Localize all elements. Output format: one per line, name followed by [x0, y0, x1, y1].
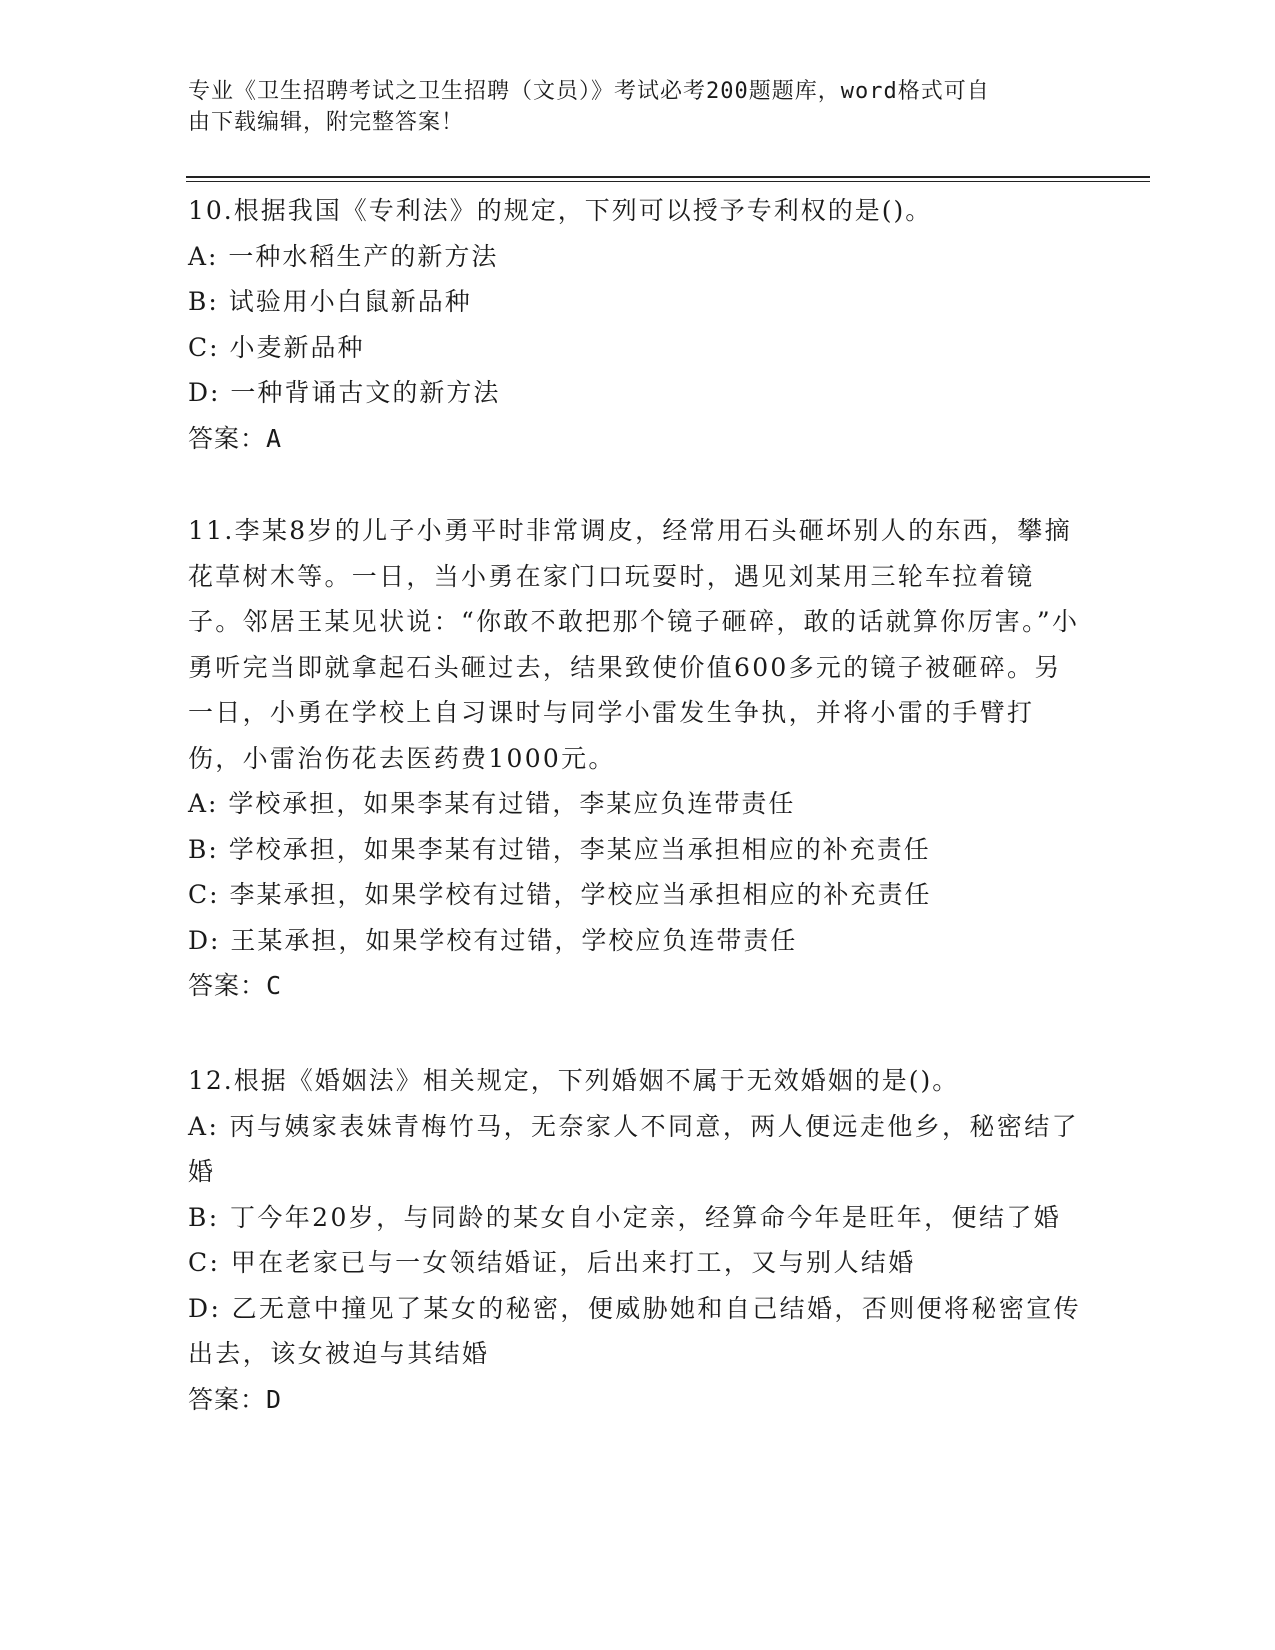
answer-line: [188, 963, 1088, 1009]
option-b: B: 试验用小白鼠新品种: [188, 287, 472, 316]
question-12: [188, 1058, 1088, 1422]
answer-value: D: [266, 1384, 283, 1414]
question-stem: 10.根据我国《专利法》的规定，下列可以授予专利权的是()。: [188, 196, 933, 225]
option-a: A: 学校承担，如果李某有过错，李某应负连带责任: [188, 789, 796, 818]
answer-value: A: [266, 423, 283, 453]
option-c: C: 李某承担，如果学校有过错，学校应当承担相应的补充责任: [188, 880, 932, 909]
document-header: [188, 76, 1068, 138]
question-stem: 11.李某8岁的儿子小勇平时非常调皮，经常用石头砸坏别人的东西，攀摘花草树木等。一日，当小勇在家门口玩耍时，遇见刘某用三轮车拉着镜子。邻居王某见状说：“你敢不敢把那个镜子砸碎，敢的话就算你厉害。”小勇听完当即就拿起石头砸过去，结果致使价值600多元的镜子被砸碎。另一日，小勇在学校上自习课时与同学小雷发生争执，并将小雷的手臂打伤，小雷治伤花去医药费1000元。: [188, 516, 1080, 773]
header-divider-thick: [186, 176, 1150, 178]
option-b: B: 学校承担，如果李某有过错，李某应当承担相应的补充责任: [188, 834, 931, 864]
header-divider-thin: [186, 181, 1150, 182]
answer-line: [188, 416, 1088, 462]
option-b: B: 丁今年20岁，与同龄的某女自小定亲，经算命今年是旺年，便结了婚: [188, 1202, 1062, 1232]
option-a: A: 一种水稻生产的新方法: [188, 241, 499, 271]
header-line-2: 由下载编辑，附完整答案！: [188, 110, 465, 135]
answer-line: [188, 1377, 1088, 1423]
question-stem: 12.根据《婚姻法》相关规定，下列婚姻不属于无效婚姻的是()。: [188, 1066, 960, 1095]
option-a: A: 丙与姨家表妹青梅竹马，无奈家人不同意，两人便远走他乡，秘密结了婚: [188, 1111, 1080, 1186]
answer-label: 答案：: [188, 1384, 267, 1414]
option-d: D: 王某承担，如果学校有过错，学校应负连带责任: [188, 925, 798, 955]
option-d: D: 一种背诵古文的新方法: [188, 378, 501, 407]
question-11: [188, 508, 1088, 1009]
option-c: C: 小麦新品种: [188, 332, 365, 362]
option-c: C: 甲在老家已与一女领结婚证，后出来打工，又与别人结婚: [188, 1248, 916, 1277]
answer-value: C: [266, 971, 283, 1000]
header-line-1: 专业《卫生招聘考试之卫生招聘（文员）》考试必考200题题库，word格式可自: [188, 79, 990, 104]
option-d: D: 乙无意中撞见了某女的秘密，便威胁她和自己结婚，否则便将秘密宣传出去，该女被迫与其结婚: [188, 1293, 1082, 1368]
answer-label: 答案：: [188, 971, 267, 1000]
answer-label: 答案：: [188, 423, 267, 453]
question-10: [188, 188, 1088, 461]
